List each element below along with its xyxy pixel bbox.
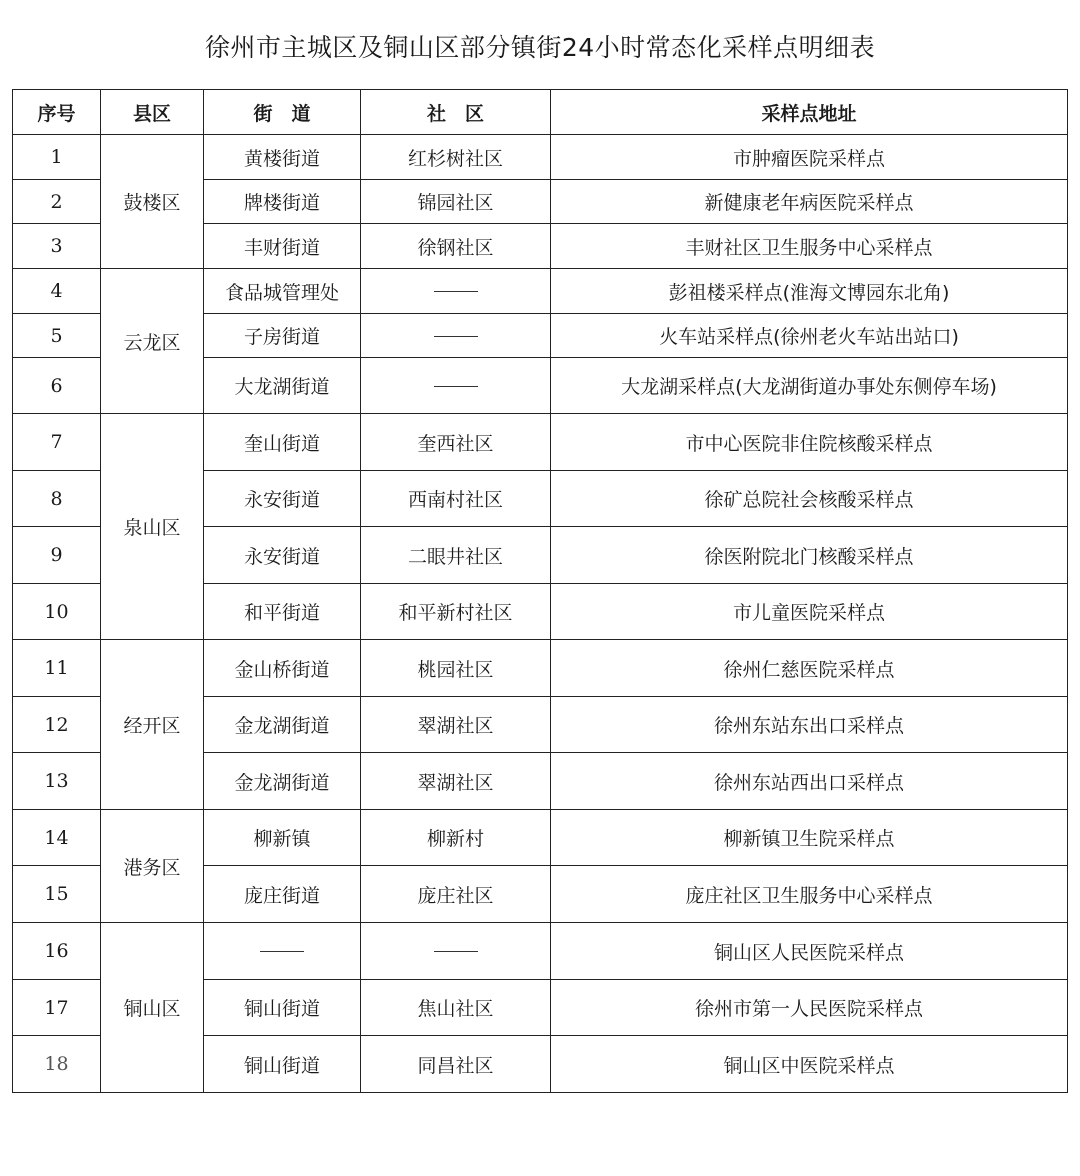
row-index: 13 [13, 753, 101, 810]
address-cell: 火车站采样点(徐州老火车站出站口) [551, 314, 1068, 358]
street-cell: 奎山街道 [204, 414, 361, 471]
street-cell: 子房街道 [204, 314, 361, 358]
header-community: 社 区 [361, 90, 551, 135]
address-cell: 徐矿总院社会核酸采样点 [551, 471, 1068, 527]
address-cell: 徐州市第一人民医院采样点 [551, 980, 1068, 1036]
street-cell: 金龙湖街道 [204, 697, 361, 753]
row-index: 14 [13, 810, 101, 866]
address-cell: 徐州东站东出口采样点 [551, 697, 1068, 753]
address-cell: 市中心医院非住院核酸采样点 [551, 414, 1068, 471]
county-cell: 泉山区 [101, 414, 204, 640]
street-cell: 丰财街道 [204, 224, 361, 269]
community-cell: 二眼井社区 [361, 527, 551, 584]
row-index: 17 [13, 980, 101, 1036]
street-cell: 食品城管理处 [204, 269, 361, 314]
address-cell: 铜山区人民医院采样点 [551, 923, 1068, 980]
community-cell: 和平新村社区 [361, 584, 551, 640]
county-cell: 鼓楼区 [101, 135, 204, 269]
community-cell: 翠湖社区 [361, 753, 551, 810]
row-index: 12 [13, 697, 101, 753]
street-cell: 大龙湖街道 [204, 358, 361, 414]
header-address: 采样点地址 [551, 90, 1068, 135]
row-index: 18 [13, 1036, 101, 1093]
address-cell: 彭祖楼采样点(淮海文博园东北角) [551, 269, 1068, 314]
dash-placeholder [434, 386, 478, 387]
community-cell: 柳新村 [361, 810, 551, 866]
row-index: 2 [13, 180, 101, 224]
table-row [13, 135, 1068, 180]
address-cell: 大龙湖采样点(大龙湖街道办事处东侧停车场) [551, 358, 1068, 414]
street-cell: 和平街道 [204, 584, 361, 640]
table-header-row [13, 90, 1068, 135]
community-cell-empty [361, 923, 551, 980]
dash-placeholder [434, 951, 478, 952]
address-cell: 新健康老年病医院采样点 [551, 180, 1068, 224]
table-row [13, 810, 1068, 866]
row-index: 7 [13, 414, 101, 471]
row-index: 10 [13, 584, 101, 640]
community-cell: 红杉树社区 [361, 135, 551, 180]
address-cell: 徐州东站西出口采样点 [551, 753, 1068, 810]
community-cell: 徐钢社区 [361, 224, 551, 269]
header-county: 县区 [101, 90, 204, 135]
street-cell: 铜山街道 [204, 980, 361, 1036]
community-cell: 翠湖社区 [361, 697, 551, 753]
street-cell: 庞庄街道 [204, 866, 361, 923]
street-cell: 永安街道 [204, 471, 361, 527]
county-cell: 经开区 [101, 640, 204, 810]
address-cell: 庞庄社区卫生服务中心采样点 [551, 866, 1068, 923]
page-title: 徐州市主城区及铜山区部分镇街24小时常态化采样点明细表 [204, 33, 876, 62]
street-cell: 柳新镇 [204, 810, 361, 866]
community-cell: 奎西社区 [361, 414, 551, 471]
address-cell: 徐州仁慈医院采样点 [551, 640, 1068, 697]
street-cell: 金龙湖街道 [204, 753, 361, 810]
community-cell-empty [361, 314, 551, 358]
community-cell: 桃园社区 [361, 640, 551, 697]
dash-placeholder [260, 951, 304, 952]
row-index: 1 [13, 135, 101, 180]
community-cell-empty [361, 358, 551, 414]
community-cell: 同昌社区 [361, 1036, 551, 1093]
community-cell: 焦山社区 [361, 980, 551, 1036]
community-cell: 锦园社区 [361, 180, 551, 224]
header-street: 街 道 [204, 90, 361, 135]
street-cell: 黄楼街道 [204, 135, 361, 180]
street-cell: 金山桥街道 [204, 640, 361, 697]
sampling-points-table [12, 89, 1068, 1093]
row-index: 11 [13, 640, 101, 697]
header-index: 序号 [13, 90, 101, 135]
row-index: 5 [13, 314, 101, 358]
table-row [13, 923, 1068, 980]
table-row [13, 269, 1068, 314]
dash-placeholder [434, 291, 478, 292]
community-cell: 西南村社区 [361, 471, 551, 527]
street-cell: 铜山街道 [204, 1036, 361, 1093]
row-index: 6 [13, 358, 101, 414]
community-cell-empty [361, 269, 551, 314]
table-body [13, 135, 1068, 1093]
dash-placeholder [434, 336, 478, 337]
address-cell: 市儿童医院采样点 [551, 584, 1068, 640]
address-cell: 丰财社区卫生服务中心采样点 [551, 224, 1068, 269]
row-index: 4 [13, 269, 101, 314]
address-cell: 柳新镇卫生院采样点 [551, 810, 1068, 866]
address-cell: 徐医附院北门核酸采样点 [551, 527, 1068, 584]
table-row [13, 640, 1068, 697]
row-index: 9 [13, 527, 101, 584]
row-index: 3 [13, 224, 101, 269]
row-index: 15 [13, 866, 101, 923]
row-index: 16 [13, 923, 101, 980]
community-cell: 庞庄社区 [361, 866, 551, 923]
address-cell: 铜山区中医院采样点 [551, 1036, 1068, 1093]
county-cell: 港务区 [101, 810, 204, 923]
county-cell: 铜山区 [101, 923, 204, 1093]
address-cell: 市肿瘤医院采样点 [551, 135, 1068, 180]
street-cell-empty [204, 923, 361, 980]
row-index: 8 [13, 471, 101, 527]
street-cell: 永安街道 [204, 527, 361, 584]
table-row [13, 414, 1068, 471]
street-cell: 牌楼街道 [204, 180, 361, 224]
county-cell: 云龙区 [101, 269, 204, 414]
